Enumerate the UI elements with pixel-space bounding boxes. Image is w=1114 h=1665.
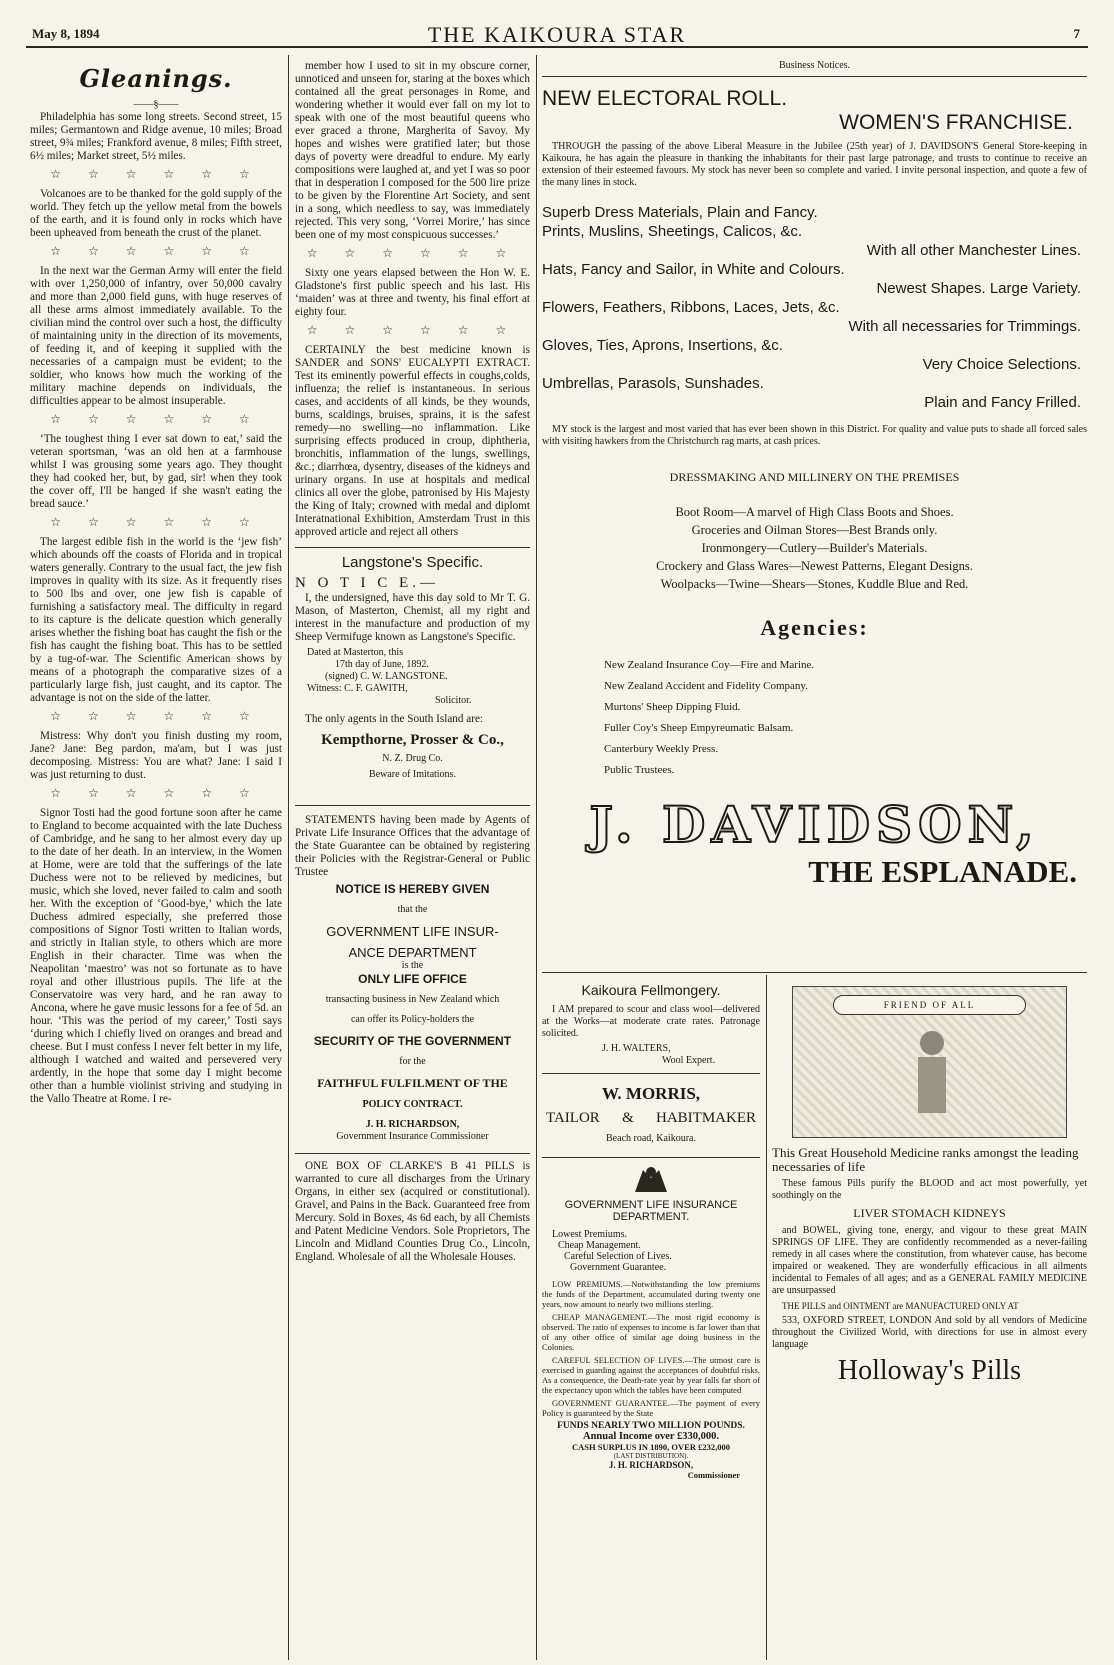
star-divider: ☆ ☆ ☆ ☆ ☆ ☆ [50, 709, 262, 723]
trade-habitmaker: HABITMAKER [656, 1110, 756, 1126]
govlife-line: transacting business in New Zealand which [325, 994, 500, 1005]
womens-franchise: WOMEN'S FRANCHISE. [839, 111, 1073, 134]
agency-item: Murtons' Sheep Dipping Fluid. [604, 701, 741, 713]
star-divider: ☆ ☆ ☆ ☆ ☆ ☆ [306, 246, 519, 260]
department-line: Boot Room—A marvel of High Class Boots and Shoes. [675, 505, 954, 519]
article-paragraph: In the next war the German Army will enter the field with over 1,250,000 of infantry, over 50,000 cavalry and more than 2,000 field guns, with huge reserves of all these arms almost immediately available. To the civilian mind the control over such a host, the difficulty of maintaining unity in the direction of its movements, of feeding it, and of keeping it supplied with the necessaries of a campaign must be evident; to the soldier, who knows how much the working of the military machine depends on individuals, the difficulties appear to be almost insuperable. [30, 265, 282, 407]
govlife-line: POLICY CONTRACT. [362, 1099, 463, 1110]
middle-column [295, 60, 530, 1655]
trade-tailor: TAILOR [546, 1110, 600, 1126]
stock-line: Very Choice Selections. [922, 356, 1081, 373]
govlife-line: FAITHFUL FULFILMENT OF THE [317, 1076, 508, 1090]
stock-line: Superb Dress Materials, Plain and Fancy. [542, 204, 818, 221]
clarke-advert: ONE BOX OF CLARKE'S B 41 PILLS is warranted to cure all discharges from the Urinary Organs, in either sex (acquired or constitutional). Gravel, and Pains in the Back. Guaranteed free from Mercury. Sold in Boxes, 4s 6d each, by all Chemists and Patent Medicine Vendors. Sole Proprietors, The Lincoln and Midland Counties Drug Co., Lincoln, England. Wholesale of all the Wholesale Houses. [295, 1160, 530, 1263]
agencies-list [542, 655, 1087, 781]
stock-line: With all necessaries for Trimmings. [848, 318, 1081, 335]
article-paragraph: ‘The toughest thing I ever sat down to eat,’ said the veteran sportsman, ‘was an old hen at a farmhouse whilst I was grousing some years ago. They thought they had cooked her, but, by gad, sir! when they took the cover off, I'll be hanged if she wasn't eating the bread sauce.’ [30, 433, 282, 510]
signed: (signed) C. W. LANGSTONE. [325, 671, 448, 682]
morris-trade [542, 1104, 760, 1133]
electoral-roll: NEW ELECTORAL ROLL. [542, 87, 788, 110]
article-paragraph: Sixty one years elapsed between the Hon W. E. Gladstone's first public speech and his last. His ‘maiden’ was at three and twenty, his final effort at eighty four. [295, 267, 530, 318]
esplanade: THE ESPLANADE. [808, 854, 1077, 889]
stock-line: Plain and Fancy Frilled. [924, 394, 1081, 411]
govins-commissioner: Commissioner [687, 1470, 740, 1480]
gleanings-column [30, 60, 282, 1655]
notice-given: NOTICE IS HEREBY GIVEN [335, 882, 490, 896]
agency-item: Public Trustees. [604, 764, 675, 776]
holloway-para: 533, OXFORD STREET, LONDON And sold by all vendors of Medicine throughout the Civilized World, with directions for use in almost every language [772, 1315, 1087, 1350]
stock-line: Umbrellas, Parasols, Sunshades. [542, 375, 764, 392]
holloway-advert [772, 982, 1087, 1657]
govins-list-item: Lowest Premiums. [552, 1229, 627, 1240]
solicitor: Solicitor. [435, 695, 472, 706]
column-rule [766, 975, 767, 1660]
govins-para: LOW PREMIUMS.—Notwithstanding the low premiums the funds of the Department, accumulated during twenty one years, now amount to nearly two millions sterling. [542, 1279, 760, 1309]
govlife-line: that the [397, 904, 428, 915]
fellmongery-signature: J. H. WALTERS, [602, 1043, 671, 1054]
ampersand: & [622, 1110, 634, 1126]
fellmongery-title: Kaikoura Fellmongery. [581, 982, 721, 998]
star-divider: ☆ ☆ ☆ ☆ ☆ ☆ [50, 167, 262, 181]
star-divider: ☆ ☆ ☆ ☆ ☆ ☆ [50, 412, 262, 426]
department-line: Groceries and Oilman Stores—Best Brands only. [691, 523, 938, 537]
agency-item: New Zealand Accident and Fidelity Company. [604, 680, 808, 692]
article-paragraph: The largest edible fish in the world is the ‘jew fish’ which abounds off the coasts of Florida and in tropical waters generally. Contrary to the usual fact, the jew fish improves in quality with its size. As it frequently rises to 500 lbs and over, one jew fish is capable of furnishing a satisfactory meal. The difficulty in regard to its capture is the delicate question which generally arises whether the fishing boat has caught the fish or the fish has caught the fishing boat. This has to be settled by a tug-of-war. The Scientific American shows by means of a photograph the comparative sizes of a particularly large fish, just caught, and its captor. The advantage is not on the side of the latter. [30, 536, 282, 704]
article-paragraph: Signor Tosti had the good fortune soon after he came to England to become acquainted with the late Duchess of Cambridge, and he sang to her almost every day up to the date of her death. In an interview, in the Women at Home, were are told that the sufferings of the late Duchess were not to be relieved by medicines, but music, which she loved, never failed to calm and sooth her. With the exception of ‘Good-bye,’ which the late Duchess admired especially, she preferred those compositions of Signor Tosti written to Italian words, and strictly in Italian style, to others which are more English in their character. Time was when the Neapolitan ‘maestro’ was not so fortunate as to have royal and other illustrious pupils. The life at the Conservatoire was very hard, and he ran away to Ancona, where he gave music lessons for a fee of 5d. an hour. ‘This was the period of my career,’ Tosti says ‘during which I chiefly lived on oranges and bread and cheese. But I must confess I never felt better in my life, although I watched and waited and persevered very ardently, in the hope that some day I might become other than a humble violinist striving and studying in the Vallo Theatre at Rome. I re- [30, 807, 282, 1105]
agencies-heading: Agencies: [760, 615, 869, 640]
govins-title: GOVERNMENT LIFE INSURANCE DEPARTMENT. [564, 1199, 738, 1223]
agency-item: Fuller Coy's Sheep Empyreumatic Balsam. [604, 722, 794, 734]
stock-line: Hats, Fancy and Sailor, in White and Colours. [542, 261, 845, 278]
seal-ribbon: FRIEND OF ALL [833, 995, 1026, 1015]
govlife-line: is the [401, 960, 424, 971]
star-divider: ☆ ☆ ☆ ☆ ☆ ☆ [50, 515, 262, 529]
govins-last: (LAST DISTRIBUTION). [613, 1452, 689, 1460]
divider [295, 805, 530, 806]
morris-name: W. MORRIS, [601, 1084, 701, 1103]
govins-list-item: Cheap Management. [558, 1240, 641, 1251]
column-rule [288, 55, 289, 1660]
holloway-seal-image [792, 986, 1067, 1138]
govins-para: GOVERNMENT GUARANTEE.—The payment of every Policy is guaranteed by the State [542, 1398, 760, 1418]
govins-list [552, 1229, 760, 1273]
divider [542, 76, 1087, 77]
govlife-line: GOVERNMENT LIFE INSUR- [326, 924, 499, 939]
langstone-body: I, the undersigned, have this day sold to Mr T. G. Mason, of Masterton, Chemist, all my right and interest in the manufacture and production of my Sheep Vermifuge known as Langstone's Specific. [295, 592, 530, 643]
article-paragraph: member how I used to sit in my obscure corner, unnoticed and unseen for, staring at the boxes which contained all the great personages in Rome, and wondering whether it would ever fall on my lot to speak with one of the most beautiful queens who ever graced a throne, Margherita of Savoy. My hopes and wishes were gratified later; but those days of poverty were dreadful to endure. My early compositions were laughed at, and yet I was so poor that in desperation I composed for the 500 lire prize to be given by the Florentine Art Society, and sent in a song, which needless to say, was immediately rejected. This very song, ‘Vorrei Morire,’ has since been one of my most conspicuous successes.’ [295, 60, 530, 241]
stock-line: Newest Shapes. Large Variety. [876, 280, 1081, 297]
divider [542, 972, 1087, 973]
drug-company: N. Z. Drug Co. [382, 753, 443, 764]
holloway-para: These famous Pills purify the BLOOD and act most powerfully, yet soothingly on the [772, 1178, 1087, 1201]
davidson-name: J. DAVIDSON, [589, 795, 1040, 854]
fellmongery-role: Wool Expert. [662, 1055, 716, 1066]
article-paragraph: Mistress: Why don't you finish dusting my room, Jane? Jane: Beg pardon, ma'am, but I was just decomposing. Mistress: You are what? Jane: I said I was just returning to dust. [30, 730, 282, 781]
agents-note: The only agents in the South Island are: [305, 713, 484, 725]
govlife-line: for the [399, 1056, 426, 1067]
signature-title: Government Insurance Commissioner [336, 1131, 489, 1142]
article-paragraph: Volcanoes are to be thanked for the gold supply of the world. They fetch up the yellow metal from the bowels of the earth, and it is found only in rocks which have been upheaved from beneath the crust of the planet. [30, 188, 282, 239]
department-line: Crockery and Glass Wares—Newest Patterns, Elegant Designs. [656, 559, 973, 573]
davidson-intro: THROUGH the passing of the above Liberal Measure in the Jubilee (25th year) of J. DAVIDSON'S General Store-keeping in Kaikoura, he has again the pleasure in thanking the inhabitants for their past large patronage, and trusts to continue to receive an extension of their esteemed favours. My stock has never been so complete and varied. I invite personal inspection, and quote a few of the many lines in stock. [542, 141, 1087, 188]
govins-income: Annual Income over £330,000. [582, 1431, 720, 1442]
govins-para: CAREFUL SELECTION OF LIVES.—The utmost care is exercised in guarding against the acceptances of doubtful risks. As a consequence, the Death-rate year by year falls far short of the expectancy upon which the tables have been computed [542, 1355, 760, 1395]
department-line: Ironmongery—Cutlery—Builder's Materials. [701, 541, 928, 555]
gleanings-heading: Gleanings. [79, 64, 233, 93]
notice-heading: N O T I C E.— [295, 575, 439, 591]
dated: Dated at Masterton, this [307, 647, 404, 658]
govins-para: CHEAP MANAGEMENT.—The most rigid economy is observed. The ratio of expenses to income is far lower than that of any other office of similar age doing business in the Colonies. [542, 1312, 760, 1352]
govins-list-item: Government Guarantee. [570, 1262, 667, 1273]
agency-item: Canterbury Weekly Press. [604, 743, 719, 755]
fellmongery-body: I AM prepared to scour and class wool—delivered at the Works—at moderate crate rates. Patronage solicited. [542, 1004, 760, 1039]
govlife-line: can offer its Policy-holders the [350, 1014, 475, 1025]
stock-line: With all other Manchester Lines. [866, 242, 1081, 259]
govins-surplus: CASH SURPLUS IN 1890, OVER £232,000 [572, 1442, 730, 1452]
dated-date: 17th day of June, 1892. [335, 659, 429, 670]
holloway-brand: Holloway's Pills [837, 1355, 1022, 1386]
stock-line: Flowers, Feathers, Ribbons, Laces, Jets, &c. [542, 299, 840, 316]
dressmaking: DRESSMAKING AND MILLINERY ON THE PREMISES [669, 470, 960, 484]
article-paragraph: Philadelphia has some long streets. Second street, 15 miles; Germantown and Ridge avenue, 10 miles; Broad street, 9¾ miles; Frankford avenue, 8 miles; Fifth street, 6½ miles; Market street, 5½ miles. [30, 111, 282, 162]
page-number: 7 [1073, 26, 1080, 41]
govlife-line: SECURITY OF THE GOVERNMENT [313, 1034, 512, 1048]
eucalypti-advert: CERTAINLY the best medicine known is SANDER and SONS' EUCALYPTI EXTRACT. Test its eminently powerful effects in coughs,colds, influenza; the relief is instantaneous. In serious cases, and accidents of all kinds, be they wounds, burns, scaldings, bruises, sprains, it is the safest remedy—no swelling—no inflammation. Like surprising effects produced in croup, diphtheria, bronchitis, inflammation of the lungs, swellings, &c.; diarrhœa, dysentry, diseases of the kidneys and urinary organs. In use at hospitals and medical clinics all over the globe, patronised by His Majesty the King of Italy; crowned with medal and diplomt Interatnational Exhibition, Amsterdam Trust in this approved article and reject all others [295, 344, 530, 538]
firm-name: Kempthorne, Prosser & Co., [321, 732, 504, 748]
figure-icon [902, 1027, 962, 1117]
beware-note: Beware of Imitations. [369, 769, 456, 780]
morris-address: Beach road, Kaikoura. [606, 1133, 696, 1144]
business-notices: Business Notices. [778, 60, 851, 71]
column-rule [536, 55, 537, 1660]
govins-funds: FUNDS NEARLY TWO MILLION POUNDS. [557, 1421, 745, 1431]
govins-list-item: Careful Selection of Lives. [564, 1251, 672, 1262]
divider [542, 1157, 760, 1158]
divider [295, 1153, 530, 1154]
stock-note: MY stock is the largest and most varied that has ever been shown in this District. For quality and value puts to shade all forced sales with visiting hawkers from the Christchurch rag marts, at cash prices. [542, 424, 1087, 447]
agency-item: New Zealand Insurance Coy—Fire and Marine. [604, 659, 815, 671]
holloway-organs: LIVER STOMACH KIDNEYS [853, 1206, 1006, 1220]
divider [295, 547, 530, 548]
star-divider: ☆ ☆ ☆ ☆ ☆ ☆ [50, 244, 262, 258]
masthead [26, 22, 1088, 48]
lower-middle-column [542, 982, 760, 1657]
holloway-para: THE PILLS and OINTMENT are MANUFACTURED ONLY AT [782, 1301, 1019, 1311]
divider [542, 1073, 760, 1074]
newspaper-title: THE KAIKOURA STAR [427, 22, 687, 47]
signature: J. H. RICHARDSON, [365, 1119, 460, 1130]
holloway-heading: This Great Household Medicine ranks amongst the leading necessaries of life [772, 1145, 1079, 1174]
witness: Witness: C. F. GAWITH, [307, 683, 408, 694]
department-line: Woolpacks—Twine—Shears—Stones, Kuddle Blue and Red. [660, 577, 969, 591]
section-mark: ——§—— [133, 99, 179, 110]
govlife-line: ANCE DEPARTMENT [348, 945, 477, 960]
stock-line: Gloves, Ties, Aprons, Insertions, &c. [542, 337, 783, 354]
govins-signature: J. H. RICHARDSON, [608, 1460, 694, 1470]
holloway-para: and BOWEL, giving tone, energy, and vigour to these great MAIN SPRINGS OF LIFE. They are confidently recommended as a never-failing remedy in all cases where the constitution, from whatever cause, has become impaired or weakened. They are wonderfully efficacious in all ailments incidental to Females of all ages; and as a GENERAL FAMILY MEDICINE are unsurpassed [772, 1225, 1087, 1296]
issue-date: May 8, 1894 [32, 26, 100, 41]
star-divider: ☆ ☆ ☆ ☆ ☆ ☆ [306, 323, 519, 337]
davidson-advert [542, 60, 1087, 970]
stock-lines [542, 203, 1087, 412]
coat-of-arms-icon [542, 1164, 760, 1199]
departments [542, 503, 1087, 593]
govlife-line: ONLY LIFE OFFICE [358, 972, 467, 986]
langstone-title: Langstone's Specific. [341, 554, 484, 571]
stock-line: Prints, Muslins, Sheetings, Calicos, &c. [542, 223, 803, 240]
star-divider: ☆ ☆ ☆ ☆ ☆ ☆ [50, 786, 262, 800]
govlife-intro: STATEMENTS having been made by Agents of Private Life Insurance Offices that the advantage of the State Guarantee can be obtained by registering their Policies with the Registrar-General or Public Trustee [295, 814, 530, 878]
